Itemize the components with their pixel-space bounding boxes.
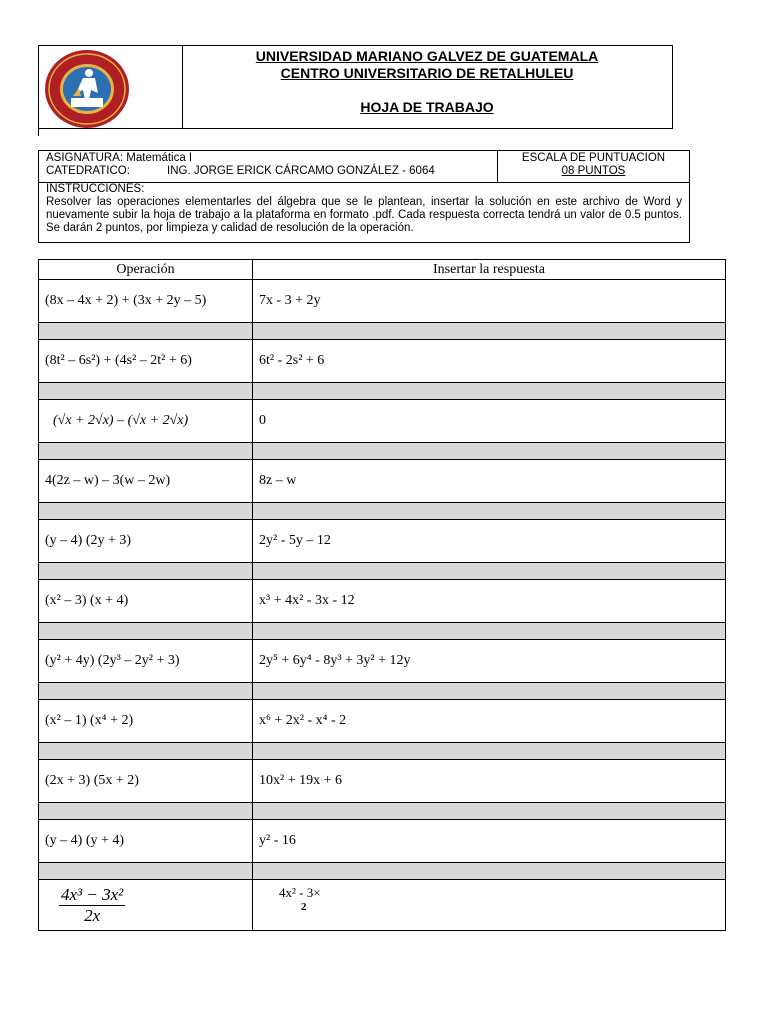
answer-cell[interactable]: y² - 16 (253, 820, 726, 863)
answer-cell[interactable]: 0 (253, 400, 726, 443)
university-seal-icon (43, 48, 131, 130)
table-row (39, 700, 726, 743)
header-text (182, 46, 672, 116)
operation-cell: (x² – 3) (x + 4) (39, 580, 253, 623)
course-info-box (38, 150, 690, 243)
answer-line-1: 4x² - 3× (279, 885, 321, 900)
table-row (39, 580, 726, 623)
operation-cell: (y – 4) (2y + 3) (39, 520, 253, 563)
document-header (38, 45, 673, 129)
table-row (39, 820, 726, 863)
center-name: CENTRO UNIVERSITARIO DE RETALHULEU (280, 65, 574, 81)
answer-cell[interactable]: x³ + 4x² - 3x - 12 (253, 580, 726, 623)
operation-cell: (8x – 4x + 2) + (3x + 2y – 5) (39, 280, 253, 323)
table-header-row (39, 260, 726, 280)
answer-column-header: Insertar la respuesta (253, 260, 726, 280)
separator-row (39, 863, 726, 880)
answer-cell[interactable]: 2y⁵ + 6y⁴ - 8y³ + 3y² + 12y (253, 640, 726, 683)
separator-row (39, 503, 726, 520)
separator-row (39, 623, 726, 640)
table-row (39, 340, 726, 383)
table-row (39, 520, 726, 563)
separator-row (39, 443, 726, 460)
instructions-label: INSTRUCCIONES: (46, 183, 145, 195)
operation-cell: (√x + 2√x) – (√x + 2√x) (39, 400, 253, 443)
teacher-name: ING. JORGE ERICK CÁRCAMO GONZÁLEZ - 6064 (167, 165, 435, 177)
separator-row (39, 383, 726, 400)
university-name: UNIVERSIDAD MARIANO GALVEZ DE GUATEMALA (255, 48, 599, 64)
table-row (39, 880, 726, 931)
answer-cell[interactable] (253, 880, 726, 931)
document-title: HOJA DE TRABAJO (360, 99, 494, 115)
operation-column-header: Operación (39, 260, 253, 280)
subject-label: ASIGNATURA: Matemática I (46, 152, 193, 164)
separator-row (39, 563, 726, 580)
header-tick (38, 128, 39, 136)
answer-cell[interactable]: 10x² + 19x + 6 (253, 760, 726, 803)
operation-cell: (8t² – 6s²) + (4s² – 2t² + 6) (39, 340, 253, 383)
operation-cell: (x² – 1) (x⁴ + 2) (39, 700, 253, 743)
separator-row (39, 803, 726, 820)
score-scale (498, 152, 689, 178)
separator-row (39, 683, 726, 700)
fraction-expression (59, 885, 125, 926)
table-row (39, 640, 726, 683)
answer-cell[interactable]: 2y² - 5y – 12 (253, 520, 726, 563)
info-left (46, 152, 435, 178)
table-row (39, 460, 726, 503)
operation-cell: 4(2z – w) – 3(w – 2w) (39, 460, 253, 503)
operation-cell: (y – 4) (y + 4) (39, 820, 253, 863)
table-row (39, 400, 726, 443)
fraction-numerator: 4x³ − 3x² (61, 884, 124, 904)
operation-cell: (y² + 4y) (2y³ – 2y² + 3) (39, 640, 253, 683)
info-row (39, 151, 689, 183)
separator-row (39, 743, 726, 760)
worksheet-table (38, 259, 726, 931)
table-row (39, 280, 726, 323)
teacher-line (46, 165, 435, 178)
answer-cell[interactable]: 7x - 3 + 2y (253, 280, 726, 323)
answer-line-2: 2 (301, 901, 307, 913)
instructions-text: Resolver las operaciones elementarles del álgebra que se le plantean, insertar la solución en este archivo de Word y nuevamente subir la hoja de trabajo a la plataforma en formato .pdf. Cada respuesta correcta tendrá un valor de 0.5 puntos. Se darán 2 puntos, por limpieza y calidad de resolución de la operación. (46, 196, 682, 234)
answer-cell[interactable]: 6t² - 2s² + 6 (253, 340, 726, 383)
operation-cell (39, 880, 253, 931)
answer-cell[interactable]: x⁶ + 2x² - x⁴ - 2 (253, 700, 726, 743)
scale-label: ESCALA DE PUNTUACION (521, 152, 666, 164)
answer-cell[interactable]: 8z – w (253, 460, 726, 503)
scale-value: 08 PUNTOS (561, 165, 626, 177)
operation-cell: (2x + 3) (5x + 2) (39, 760, 253, 803)
teacher-label: CATEDRATICO: (46, 165, 130, 177)
separator-row (39, 323, 726, 340)
instructions-block (46, 183, 682, 235)
fraction-denominator: 2x (84, 905, 101, 925)
table-row (39, 760, 726, 803)
logo-cell (39, 46, 183, 128)
